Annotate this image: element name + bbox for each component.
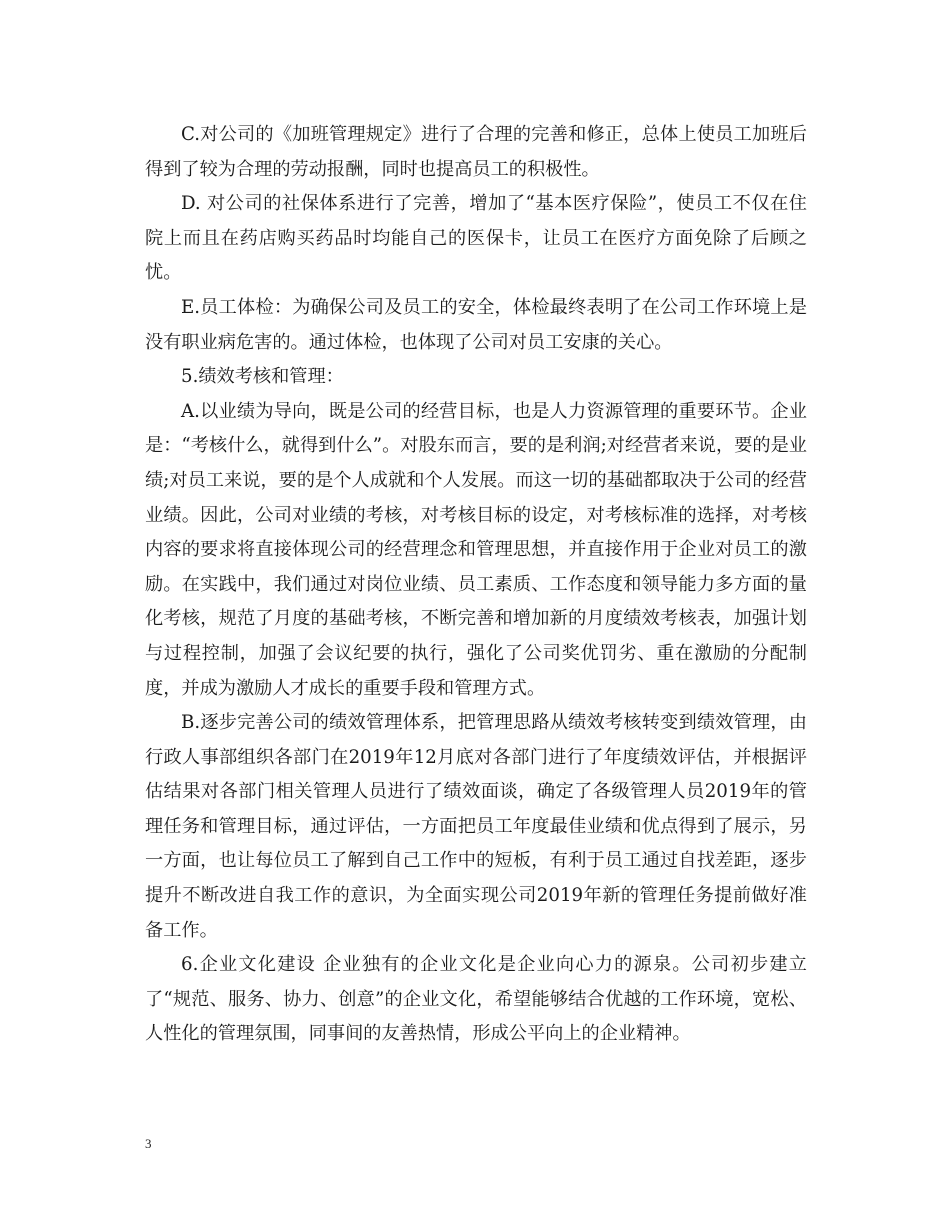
page-number: 3 (145, 1136, 152, 1151)
paragraph-c-overtime: C.对公司的《加班管理规定》进行了合理的完善和修正，总体上使员工加班后得到了较为合理的劳动报酬，同时也提高员工的积极性。 (145, 124, 807, 180)
paragraph-d-social-insurance: D. 对公司的社保体系进行了完善，增加了“基本医疗保险”，使员工不仅在住院上而且在药店购买药品时均能自己的医保卡，让员工在医疗方面免除了后顾之忧。 (145, 193, 807, 284)
section-heading-performance: 5.绩效考核和管理： (181, 366, 344, 388)
paragraph-b-performance-management: B.逐步完善公司的绩效管理体系，把管理思路从绩效考核转变到绩效管理，由行政人事部组织各部门在2019年12月底对各部门进行了年度绩效评估，并根据评估结果对各部门相关管理人员进行了绩效面谈，确定了各级管理人员2019年的管理任务和管理目标，通过评估，一方面把员工年度最佳业绩和优点得到了展示，另一方面，也让每位员工了解到自己工作中的短板，有利于员工通过自找差距，逐步提升不断改进自我工作的意识，为全面实现公司2019年新的管理任务提前做好准备工作。 (145, 712, 807, 941)
paragraph-e-health-check: E.员工体检：为确保公司及员工的安全，体检最终表明了在公司工作环境上是没有职业病危害的。通过体检，也体现了公司对员工安康的关心。 (145, 296, 807, 353)
paragraph-a-performance-orientation: A.以业绩为导向，既是公司的经营目标，也是人力资源管理的重要环节。企业是：“考核什么，就得到什么”。对股东而言，要的是利润;对经营者来说，要的是业绩;对员工来说，要的是个人成就和个人发展。而这一切的基础都取决于公司的经营业绩。因此，公司对业绩的考核，对考核目标的设定，对考核标准的选择，对考核内容的要求将直接体现公司的经营理念和管理思想，并直接作用于企业对员工的激励。在实践中，我们通过对岗位业绩、员工素质、工作态度和领导能力多方面的量化考核，规范了月度的基础考核，不断完善和增加新的月度绩效考核表，加强计划与过程控制，加强了会议纪要的执行，强化了公司奖优罚劣、重在激励的分配制度，并成为激励人才成长的重要手段和管理方式。 (145, 400, 807, 699)
paragraph-corporate-culture: 6.企业文化建设 企业独有的企业文化是企业向心力的源泉。公司初步建立了“规范、服务、协力、创意”的企业文化，希望能够结合优越的工作环境，宽松、人性化的管理氛围，同事间的友善热情，形成公平向上的企业精神。 (145, 954, 807, 1045)
document-body (145, 118, 807, 1052)
